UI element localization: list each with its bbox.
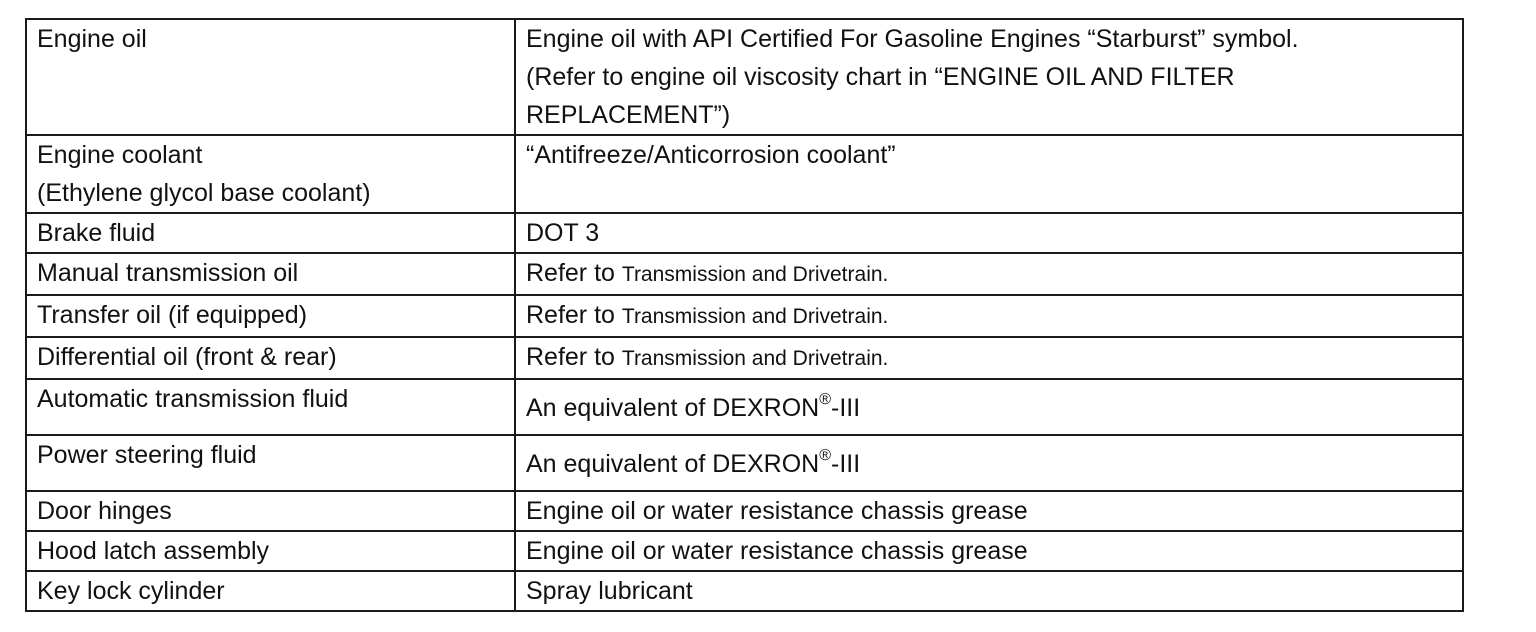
item-cell [26, 491, 515, 531]
value-cell [515, 571, 1463, 611]
registered-mark: ® [819, 391, 831, 408]
item-label: Engine coolant [37, 141, 203, 169]
value-cell [515, 435, 1463, 491]
item-cell [26, 135, 515, 213]
table-row-automatic-transmission-fluid [26, 379, 1463, 435]
value-cell [515, 295, 1463, 337]
item-cell [26, 19, 515, 135]
table-row-transfer-oil [26, 295, 1463, 337]
item-label: Brake fluid [37, 219, 156, 247]
value-cell [515, 531, 1463, 571]
item-cell [26, 253, 515, 295]
table-row-hood-latch-assembly [26, 531, 1463, 571]
item-cell [26, 295, 515, 337]
value-cell [515, 135, 1463, 213]
value-cell [515, 253, 1463, 295]
item-cell [26, 531, 515, 571]
table-row-differential-oil [26, 337, 1463, 379]
item-label: Differential oil (front & rear) [37, 343, 337, 371]
value-prefix: Refer to [526, 259, 615, 287]
table-row-key-lock-cylinder [26, 571, 1463, 611]
item-cell [26, 337, 515, 379]
value-text-line: Engine oil with API Certified For Gasoline Engines “Starburst” symbol. [526, 25, 1299, 53]
item-label: Engine oil [37, 25, 147, 53]
value-cell [515, 491, 1463, 531]
value-prefix: An equivalent of DEXRON [526, 394, 820, 422]
item-sublabel: (Ethylene glycol base coolant) [37, 179, 371, 207]
item-label: Hood latch assembly [37, 537, 270, 565]
value-reference: Transmission and Drivetrain. [621, 305, 889, 328]
value-suffix: -III [831, 450, 861, 478]
lubricant-spec-table [25, 18, 1464, 612]
table-row-power-steering-fluid [26, 435, 1463, 491]
value-text-line: (Refer to engine oil viscosity chart in “ENGINE OIL AND FILTER [526, 63, 1235, 91]
value-cell [515, 379, 1463, 435]
value-text: Engine oil or water resistance chassis grease [526, 537, 1028, 565]
value-cell [515, 213, 1463, 253]
value-reference: Transmission and Drivetrain. [621, 263, 889, 286]
item-label: Door hinges [37, 497, 172, 525]
value-cell [515, 337, 1463, 379]
value-text: Engine oil or water resistance chassis grease [526, 497, 1028, 525]
item-label: Key lock cylinder [37, 577, 225, 605]
value-text: DOT 3 [526, 219, 600, 247]
item-cell [26, 213, 515, 253]
value-prefix: Refer to [526, 343, 615, 371]
item-label: Power steering fluid [37, 441, 257, 469]
item-cell [26, 379, 515, 435]
table-row-engine-coolant [26, 135, 1463, 213]
value-cell [515, 19, 1463, 135]
item-label: Manual transmission oil [37, 259, 299, 287]
value-reference: Transmission and Drivetrain. [621, 347, 889, 370]
item-cell [26, 571, 515, 611]
item-label: Transfer oil (if equipped) [37, 301, 308, 329]
table-row-door-hinges [26, 491, 1463, 531]
value-text: Spray lubricant [526, 577, 693, 605]
registered-mark: ® [819, 447, 831, 464]
table-row-manual-transmission-oil [26, 253, 1463, 295]
item-label: Automatic transmission fluid [37, 385, 349, 413]
value-prefix: An equivalent of DEXRON [526, 450, 820, 478]
table-row-brake-fluid [26, 213, 1463, 253]
value-text-line: REPLACEMENT”) [526, 101, 731, 129]
value-text: “Antifreeze/Anticorrosion coolant” [526, 141, 896, 169]
value-suffix: -III [831, 394, 861, 422]
table-row-engine-oil [26, 19, 1463, 135]
item-cell [26, 435, 515, 491]
value-prefix: Refer to [526, 301, 615, 329]
